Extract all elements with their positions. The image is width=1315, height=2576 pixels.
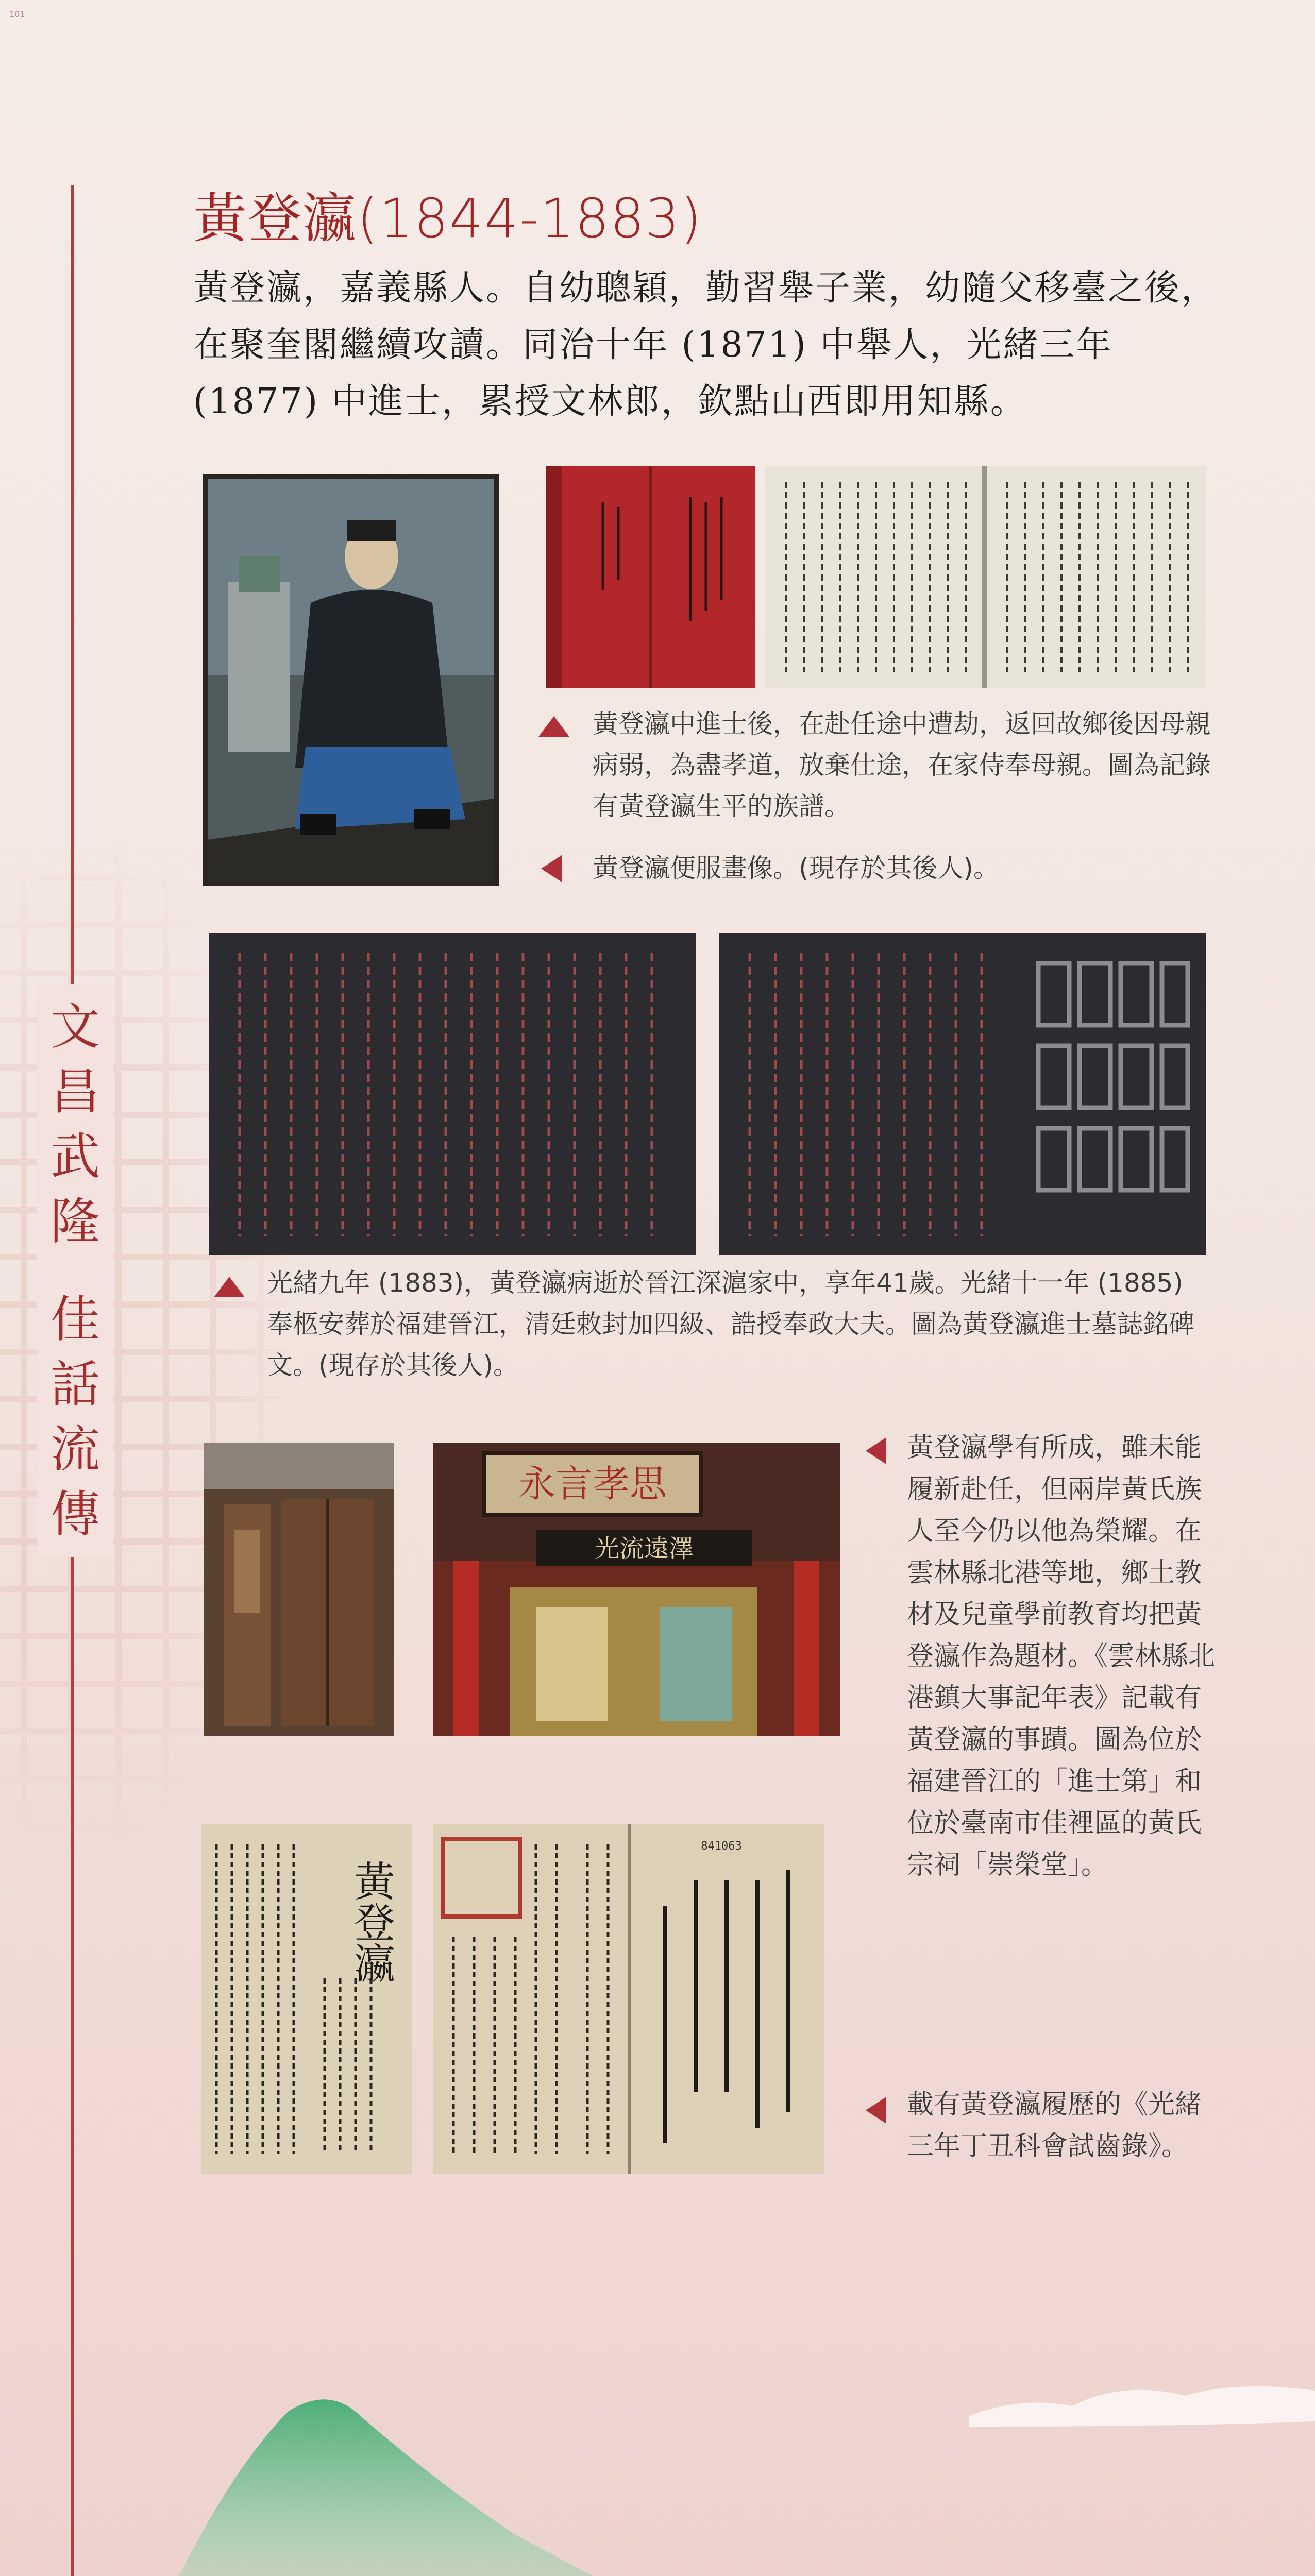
epitaph-rubbing-left-photo [209,933,696,1255]
vertical-section-title [37,984,113,1557]
vertical-title-char: 文 [50,998,100,1056]
caption-marker-icon [538,716,569,737]
page-title [193,175,702,252]
vertical-title-char: 佳 [50,1291,100,1348]
portrait-photo [203,474,499,886]
epitaph-caption: 光緒九年 (1883)，黃登瀛病逝於晉江深滬家中，享年41歲。光緒十一年 (1885) 奉柩安葬於福建晉江，清廷敕封加四級、誥授奉政大夫。圖為黃登瀛進士墓誌銘碑文。(現存於其後人)。 [267,1268,1194,1380]
exam-book-left-image [201,1824,412,2174]
jinshi-residence-photo [204,1443,394,1736]
title-years: (1844-1883) [357,187,703,250]
red-book-image [546,466,755,688]
plaque-bottom-text: 光流遠澤 [594,1534,694,1563]
vertical-title-char: 隆 [50,1193,100,1250]
caption-marker-icon [214,1277,245,1297]
vertical-title-char: 話 [50,1355,100,1413]
mountain-decoration [0,2349,1315,2576]
exam-book-right-image [433,1824,824,2174]
genealogy-red-book-photo [546,466,755,688]
portrait-image [208,479,494,881]
ancestral-hall-image [433,1443,840,1736]
title-name: 黃登瀛 [193,187,358,250]
caption-marker-icon [541,855,562,882]
legacy-caption: 黃登瀛學有所成，雖未能履新赴任，但兩岸黃氏族人至今仍以他為榮耀。在雲林縣北港等地，鄉土教材及兒童學前教育均把黃登瀛作為題材。《雲林縣北港鎮大事記年表》記載有黃登瀛的事蹟。圖為位於福建晉江的「進士第」和位於臺南市佳裡區的黃氏宗祠「崇榮堂」。 [907,1432,1216,1880]
book-page-number-text: 841063 [701,1840,742,1853]
residence-door-image [204,1443,394,1736]
caption-marker-icon [866,1437,886,1464]
rubbing-left-image [209,933,696,1255]
book-big-heading-text: 黃登瀛 [347,1860,395,1984]
genealogy-open-book-photo [765,466,1206,688]
chongrong-hall-photo [433,1443,840,1736]
vertical-title-char: 昌 [50,1063,100,1121]
caption-marker-icon [866,2097,886,2124]
exam-record-book-right-photo [433,1824,824,2174]
page-number: 101 [9,9,25,19]
rubbing-right-image [719,933,1206,1255]
vertical-title-char: 傳 [50,1485,100,1543]
portrait-caption: 黃登瀛便服畫像。(現存於其後人)。 [593,853,1000,883]
open-book-image [765,466,1206,688]
vertical-title-char: 流 [50,1420,100,1478]
genealogy-caption: 黃登瀛中進士後，在赴任途中遭劫，返回故鄉後因母親病弱，為盡孝道，放棄仕途，在家侍奉母親。圖為記錄有黃登瀛生平的族譜。 [593,709,1211,821]
exam-record-caption: 載有黃登瀛履歷的《光緒三年丁丑科會試齒錄》。 [907,2089,1202,2162]
intro-paragraph: 黃登瀛，嘉義縣人。自幼聰穎，勤習舉子業，幼隨父移臺之後，在聚奎閣繼續攻讀。同治十年 (1871) 中舉人，光緒三年 (1877) 中進士，累授文林郎，欽點山西即用知縣。 [193,268,1218,422]
vertical-title-char: 武 [50,1128,100,1185]
mountain-illustration [0,2349,1315,2576]
plaque-top-text: 永言孝思 [518,1462,667,1505]
epitaph-rubbing-right-photo [719,933,1206,1255]
exam-record-book-left-photo [201,1824,412,2174]
vertical-title-gap [37,1254,113,1287]
